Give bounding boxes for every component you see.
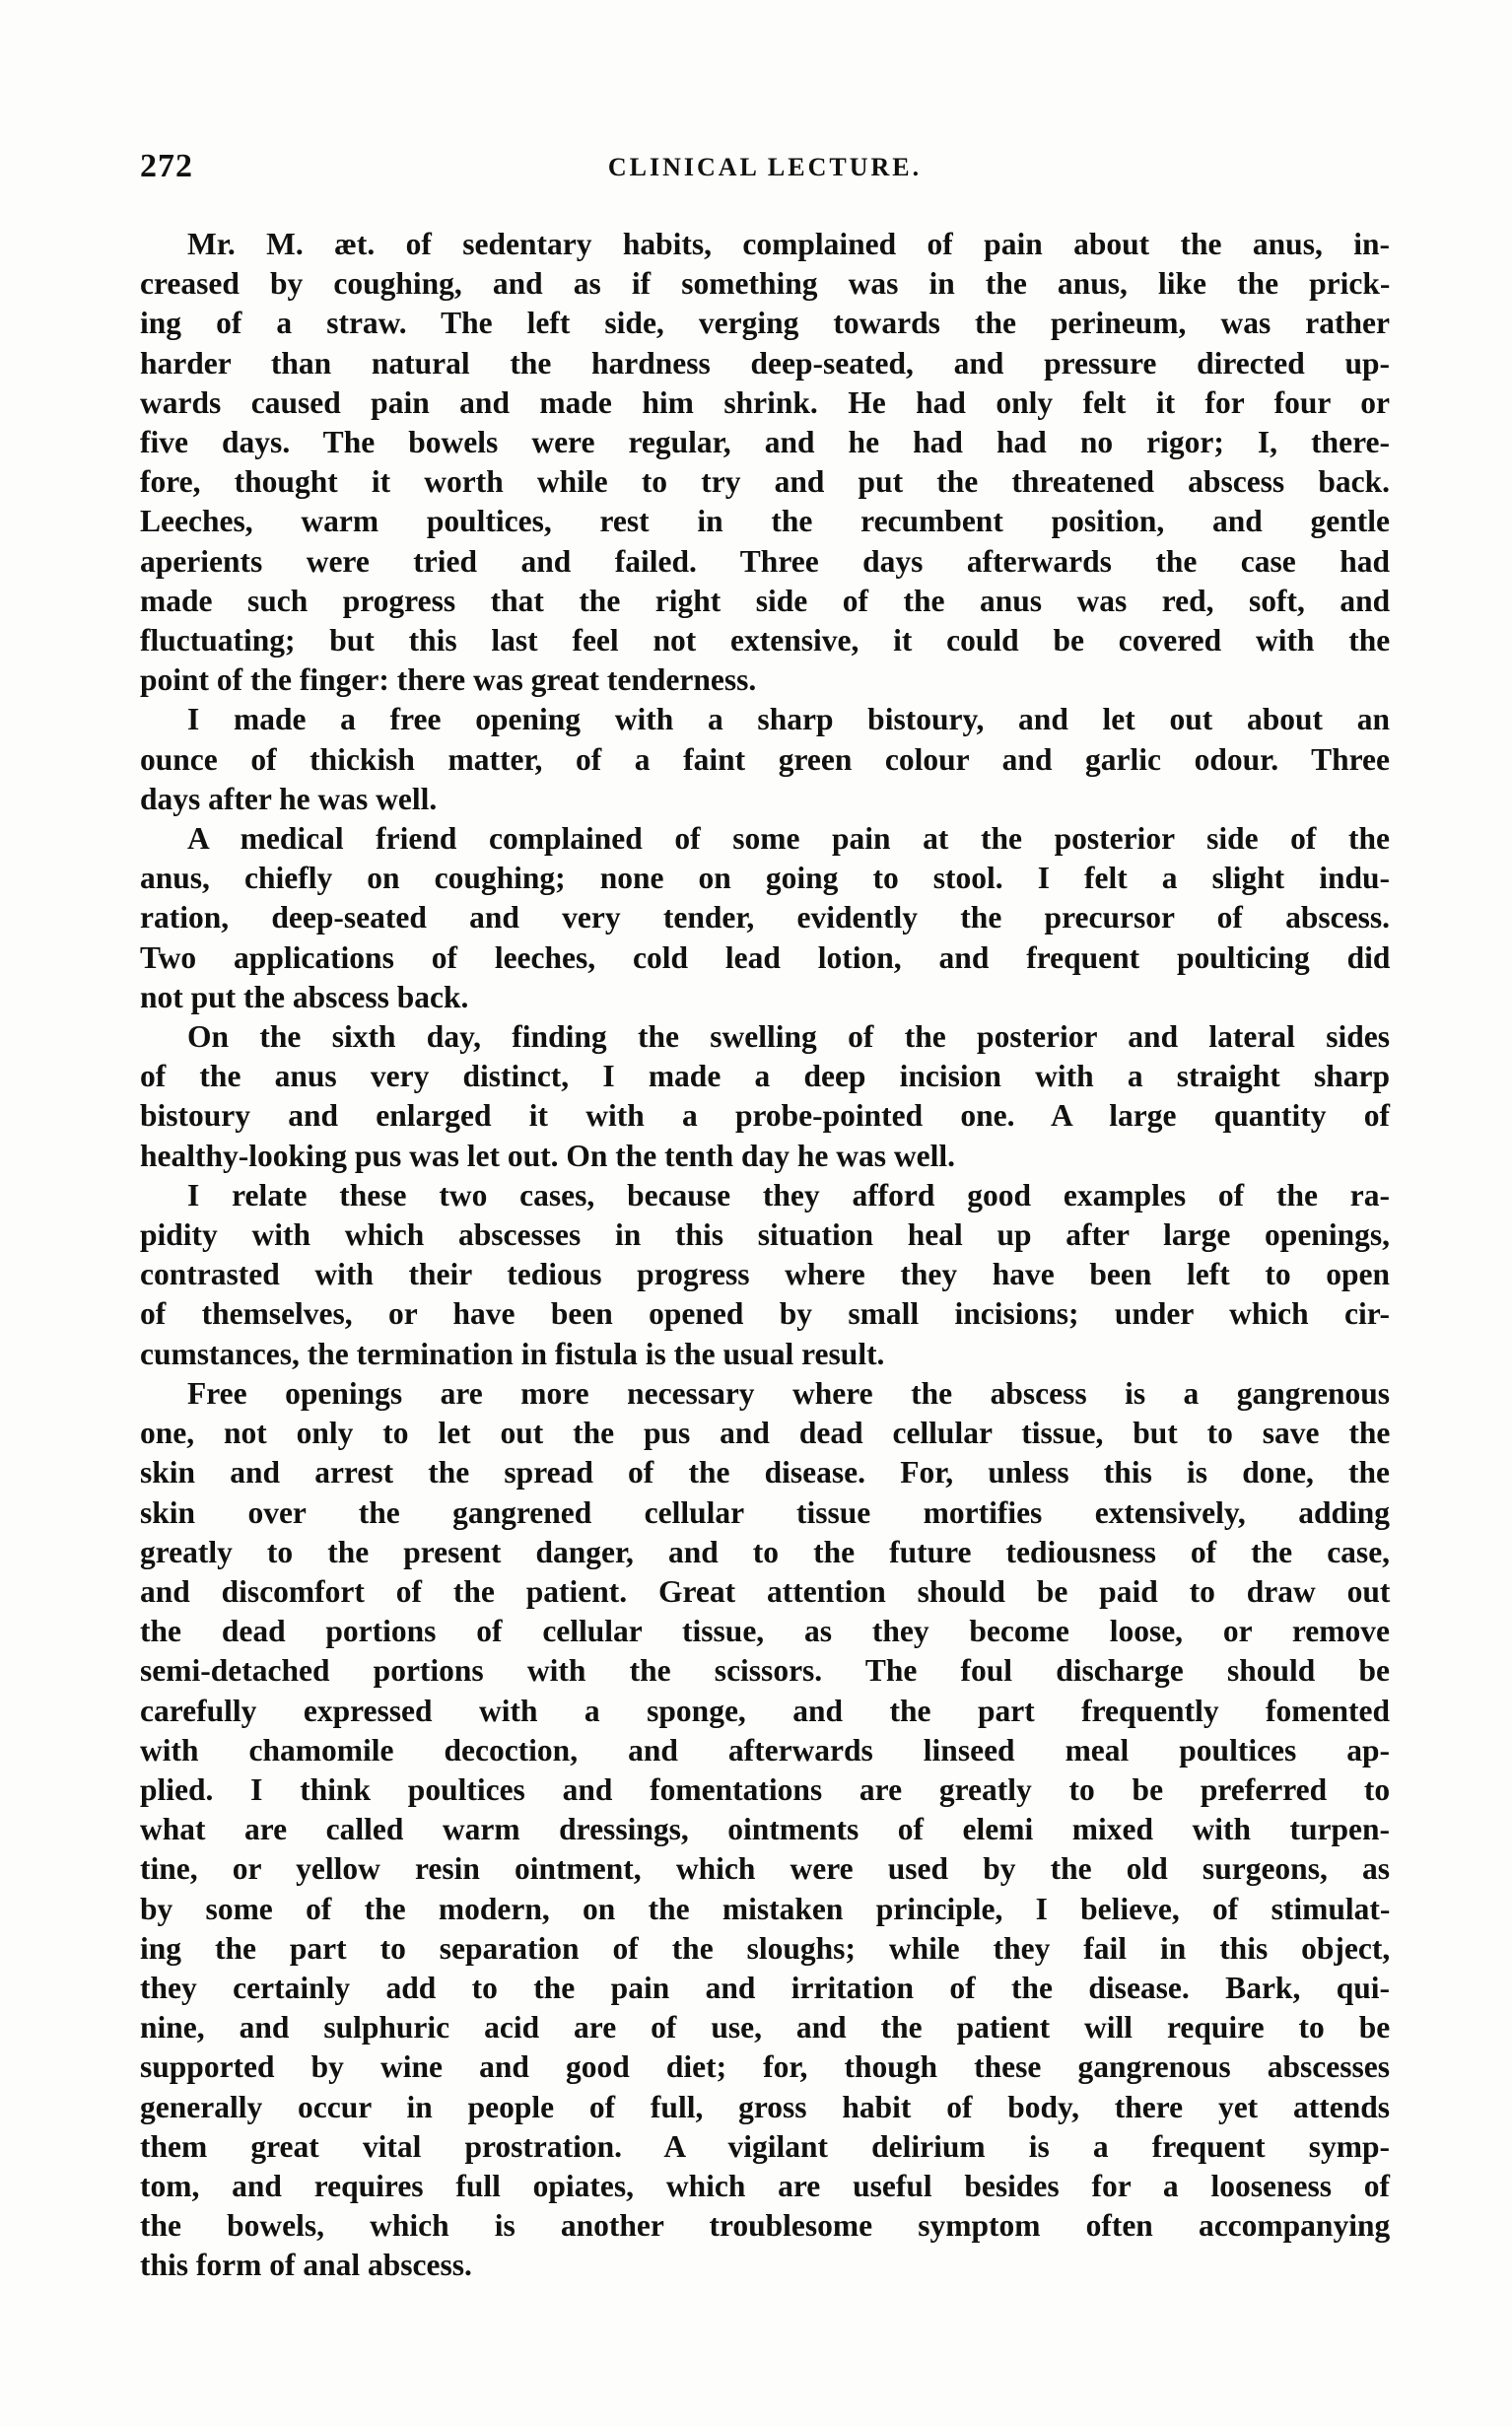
text-line: one, not only to let out the pus and dead cellular tissue, but to save the [140, 1416, 1391, 1451]
text-line: healthy-looking pus was let out. On the tenth day he was well. [140, 1138, 955, 1173]
text-line: pidity with which abscesses in this situation heal up after large openings, [140, 1217, 1390, 1253]
text-line: generally occur in people of full, gross habit of body, there yet attends [140, 2089, 1390, 2124]
text-line: tom, and requires full opiates, which are useful besides for a looseness of [140, 2168, 1390, 2203]
text-line: cumstances, the termination in fistula is the usual result. [140, 1336, 885, 1371]
paragraph [140, 1176, 1390, 1374]
text-line: by some of the modern, on the mistaken principle, I believe, of stimulat- [140, 1891, 1391, 1926]
text-line: point of the finger: there was great tenderness. [140, 662, 757, 698]
text-line: supported by wine and good diet; for, though these gangrenous abscesses [140, 2049, 1390, 2085]
text-line: of themselves, or have been opened by small incisions; under which cir- [140, 1296, 1390, 1332]
paragraph [140, 1017, 1390, 1176]
paragraph [140, 819, 1390, 1017]
text-line: the dead portions of cellular tissue, as they become loose, or remove [140, 1614, 1390, 1649]
text-line: creased by coughing, and as if something was in the anus, like the prick- [140, 266, 1391, 302]
text-line: nine, and sulphuric acid are of use, and the patient will require to be [140, 2010, 1391, 2046]
paragraph [140, 1374, 1390, 2286]
text-line: contrasted with their tedious progress where they have been left to open [140, 1257, 1390, 1292]
text-line: fluctuating; but this last feel not extensive, it could be covered with the [140, 623, 1391, 659]
running-head: CLINICAL LECTURE. [607, 153, 923, 181]
paragraph [140, 700, 1390, 819]
text-line: ration, deep-seated and very tender, evidently the precursor of abscess. [140, 900, 1390, 936]
text-line: days after he was well. [140, 781, 438, 816]
text-line: made such progress that the right side of the anus was red, soft, and [140, 583, 1391, 618]
text-line: greatly to the present danger, and to the future tediousness of the case, [140, 1534, 1391, 1569]
text-line: semi-detached portions with the scissors. The foul discharge should be [140, 1653, 1390, 1689]
text-line: skin and arrest the spread of the disease. For, unless this is done, the [140, 1455, 1391, 1491]
text-line: carefully expressed with a sponge, and the part frequently fomented [140, 1693, 1390, 1728]
text-line: Two applications of leeches, cold lead lotion, and frequent poulticing did [140, 939, 1391, 975]
text-line: ounce of thickish matter, of a faint green colour and garlic odour. Three [140, 741, 1390, 777]
text-line: anus, chiefly on coughing; none on going to stool. I felt a slight indu- [140, 861, 1390, 896]
text-line: the bowels, which is another troublesome symptom often accompanying [140, 2208, 1391, 2244]
text-line: aperients were tried and failed. Three days afterwards the case had [140, 543, 1391, 579]
text-line: I made a free opening with a sharp bistoury, and let out about an [187, 702, 1390, 737]
page-number: 272 [140, 148, 193, 184]
text-line: plied. I think poultices and fomentations are greatly to be preferred to [140, 1771, 1391, 1807]
text-line: ing the part to separation of the sloughs; while they fail in this object, [140, 1930, 1391, 1966]
text-line: and discomfort of the patient. Great attention should be paid to draw out [140, 1573, 1391, 1609]
text-line: ing of a straw. The left side, verging towards the perineum, was rather [140, 306, 1390, 341]
text-line: with chamomile decoction, and afterwards linseed meal poultices ap- [140, 1732, 1391, 1768]
text-line: skin over the gangrened cellular tissue mortifies extensively, adding [140, 1494, 1390, 1530]
page-header [140, 148, 1390, 191]
text-line: Free openings are more necessary where the abscess is a gangrenous [187, 1375, 1390, 1411]
text-line: they certainly add to the pain and irritation of the disease. Bark, qui- [140, 1970, 1390, 2005]
text-line: five days. The bowels were regular, and he had had no rigor; I, there- [140, 425, 1390, 460]
text-line: fore, thought it worth while to try and put the threatened abscess back. [140, 464, 1390, 500]
text-line: wards caused pain and made him shrink. He had only felt it for four or [140, 384, 1390, 420]
text-line: not put the abscess back. [140, 979, 469, 1014]
text-line: Leeches, warm poultices, rest in the recumbent position, and gentle [140, 504, 1391, 539]
text-line: I relate these two cases, because they afford good examples of the ra- [187, 1177, 1390, 1213]
text-line: On the sixth day, finding the swelling of the posterior and lateral sides [187, 1019, 1390, 1055]
paragraph [140, 225, 1390, 700]
text-line: of the anus very distinct, I made a deep incision with a straight sharp [140, 1059, 1390, 1094]
text-line: A medical friend complained of some pain at the posterior side of the [187, 821, 1390, 857]
text-line: tine, or yellow resin ointment, which were used by the old surgeons, as [140, 1851, 1390, 1887]
text-line: Mr. M. æt. of sedentary habits, complained of pain about the anus, in- [187, 227, 1390, 261]
body-text [140, 225, 1390, 2286]
text-line: harder than natural the hardness deep-seated, and pressure directed up- [140, 345, 1390, 381]
text-line: bistoury and enlarged it with a probe-pointed one. A large quantity of [140, 1098, 1391, 1134]
text-line: them great vital prostration. A vigilant delirium is a frequent symp- [140, 2128, 1390, 2164]
text-line: what are called warm dressings, ointments of elemi mixed with turpen- [140, 1812, 1390, 1847]
text-line: this form of anal abscess. [140, 2248, 472, 2283]
